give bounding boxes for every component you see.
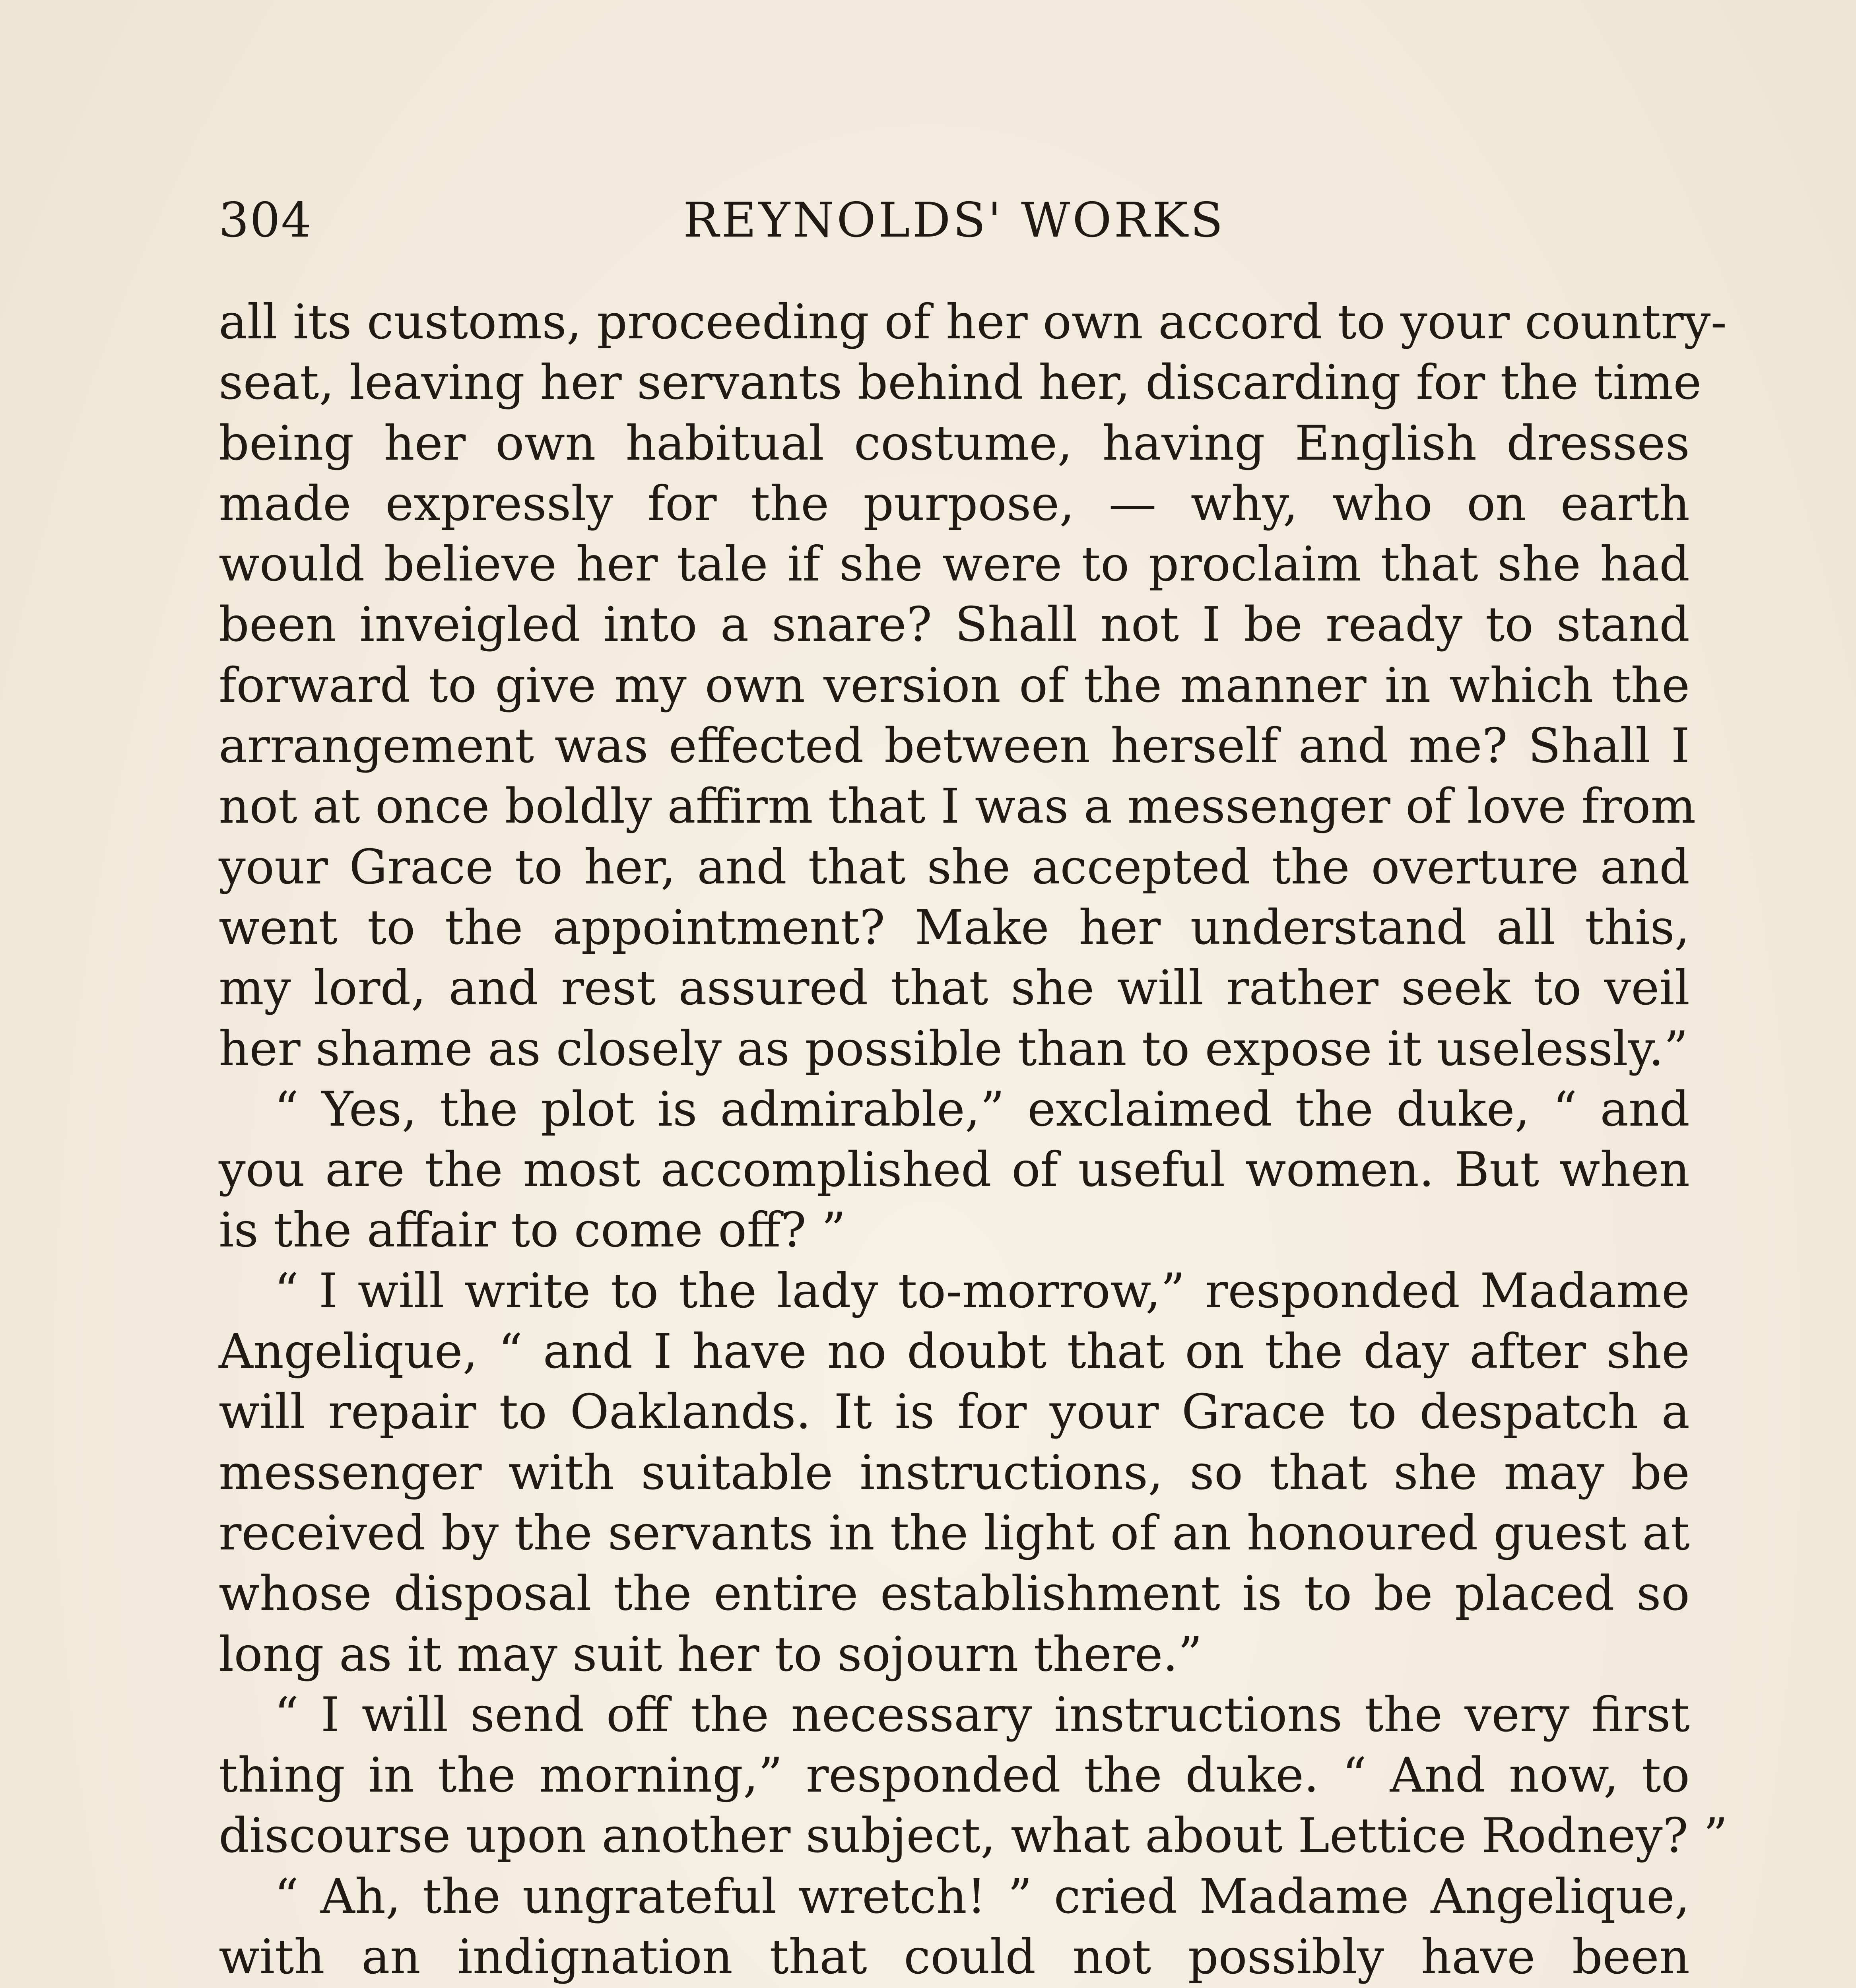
text-line: thing in the morning,” responded the duke. “ And now, to [219, 1748, 1690, 1804]
text-line: made expressly for the purpose, — why, who on earth [219, 476, 1690, 532]
text-line: received by the servants in the light of an honoured guest at [219, 1505, 1690, 1561]
text-line: arrangement was effected between herself and me? Shall I [219, 718, 1690, 774]
text-line: you are the most accomplished of useful women. But when [219, 1142, 1690, 1198]
running-head: REYNOLDS' WORKS [683, 193, 1225, 248]
text-line: is the affair to come off? ” [219, 1203, 846, 1258]
text-line: messenger with suitable instructions, so that she may be [219, 1445, 1690, 1501]
text-line: all its customs, proceeding of her own accord to your country- [219, 295, 1727, 350]
text-line: not at once boldly affirm that I was a messenger of love from [219, 779, 1696, 835]
text-line: been inveigled into a snare? Shall not I be ready to stand [219, 597, 1690, 653]
text-line: with an indignation that could not possibly have been [219, 1930, 1690, 1985]
text-line: will repair to Oaklands. It is for your Grace to despatch a [219, 1384, 1690, 1440]
text-line: “ Ah, the ungrateful wretch! ” cried Madame Angelique, [274, 1869, 1690, 1924]
text-line: went to the appointment? Make her understand all this, [219, 900, 1690, 955]
text-line: Angelique, “ and I have no doubt that on the day after she [219, 1324, 1690, 1380]
text-line: long as it may suit her to sojourn there.” [219, 1627, 1202, 1682]
text-line: “ Yes, the plot is admirable,” exclaimed the duke, “ and [274, 1081, 1690, 1137]
body-text [219, 292, 1728, 1988]
text-line: “ I will send off the necessary instructions the very first [274, 1687, 1690, 1743]
text-line: would believe her tale if she were to proclaim that she had [219, 537, 1690, 592]
text-line: “ I will write to the lady to-morrow,” responded Madame [274, 1263, 1690, 1319]
text-line: her shame as closely as possible than to expose it uselessly.” [219, 1021, 1688, 1077]
text-line: your Grace to her, and that she accepted the overture and [219, 839, 1690, 895]
text-line: whose disposal the entire establishment is to be placed so [219, 1566, 1690, 1622]
text-line: forward to give my own version of the manner in which the [219, 658, 1690, 713]
text-line: seat, leaving her servants behind her, discarding for the time [219, 355, 1702, 411]
page-number: 304 [219, 193, 313, 248]
text-line: being her own habitual costume, having English dresses [219, 415, 1690, 471]
text-line: discourse upon another subject, what about Lettice Rodney? ” [219, 1808, 1728, 1864]
text-line: my lord, and rest assured that she will rather seek to veil [219, 961, 1690, 1016]
page-header [219, 187, 1690, 254]
